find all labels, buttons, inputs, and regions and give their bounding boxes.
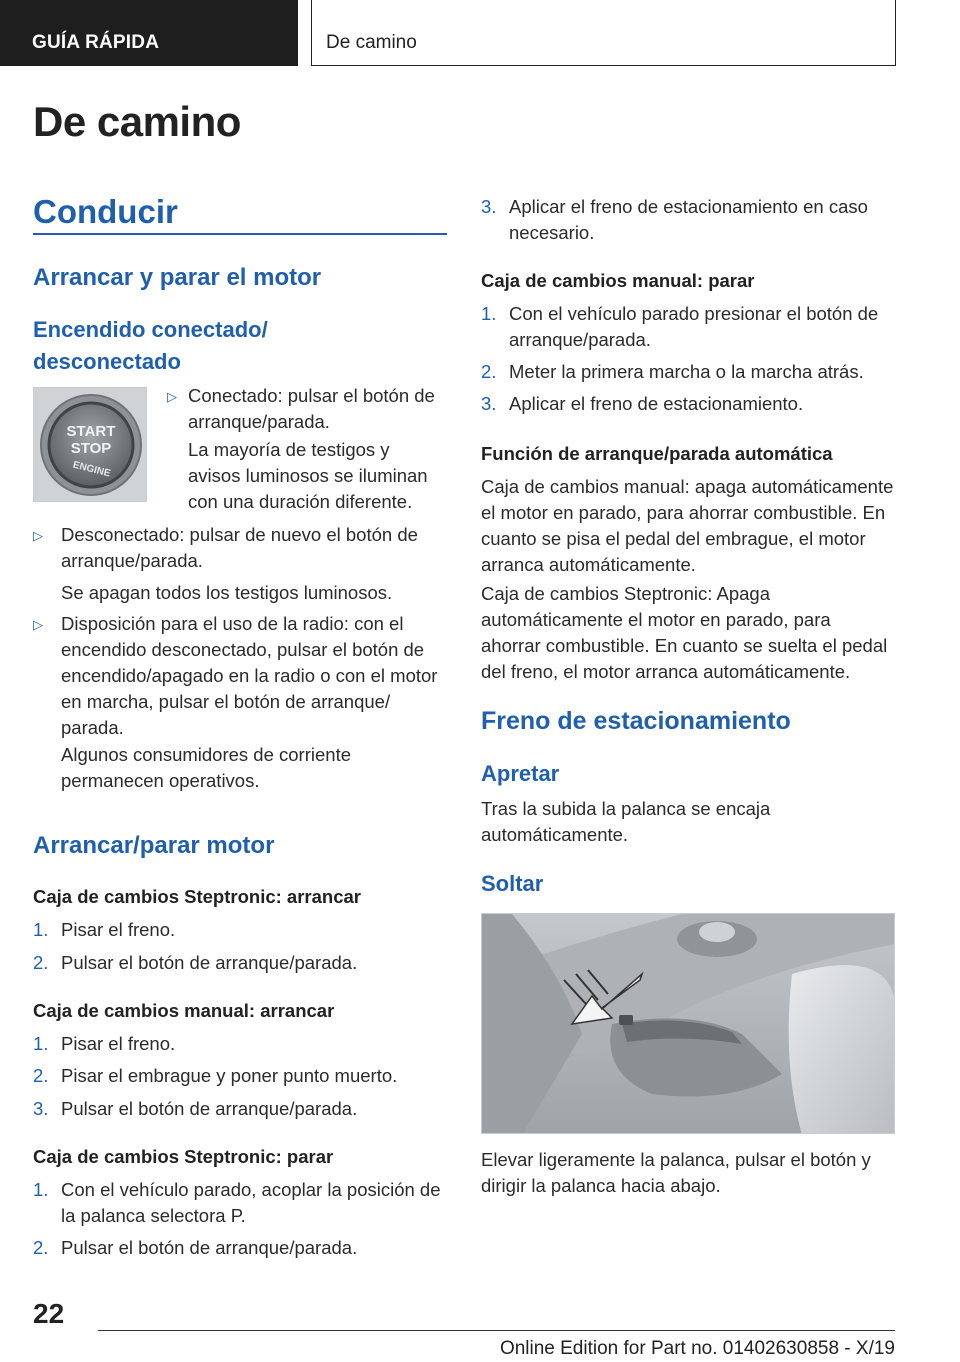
parking-brake-image <box>481 913 895 1134</box>
steptronic-parar-title: Caja de cambios Steptronic: parar <box>33 1146 334 1167</box>
apretar-text: Tras la subida la palanca se encaja automáticamente. <box>481 798 771 845</box>
heading-arrancar-parar-motor: Arrancar y parar el motor <box>33 264 322 291</box>
triangle-bullet-icon: ▷ <box>33 617 43 632</box>
bullet-desconectado-sub: Se apagan todos los testigos luminosos. <box>61 582 393 603</box>
heading-encendido: Encendido conectado/ desconectado <box>33 317 268 374</box>
header-tab[interactable]: GUÍA RÁPIDA <box>0 0 298 66</box>
engine-label: ENGINE <box>71 459 112 480</box>
triangle-bullet-icon: ▷ <box>33 528 43 543</box>
manual-arrancar-title: Caja de cambios manual: arrancar <box>33 1000 335 1021</box>
triangle-bullet-icon: ▷ <box>167 389 177 404</box>
auto-start-stop-manual: Caja de cambios manual: apaga automáticamente el motor en parado, para ahorrar combustible. En cuanto se pisa el pedal del embrague, el motor arranca automáticamente. <box>481 476 894 575</box>
page-title: De camino <box>33 98 241 145</box>
heading-apretar: Apretar <box>481 761 560 786</box>
page-header <box>0 0 960 66</box>
bullet-radio-sub: Algunos consumidores de corriente permanecen operativos. <box>61 744 351 791</box>
heading-conducir: Conducir <box>33 193 178 230</box>
manual-parar-title: Caja de cambios manual: parar <box>481 270 755 291</box>
footer-divider <box>98 1330 895 1331</box>
online-edition-text: Online Edition for Part no. 01402630858 - X/19 <box>499 1338 895 1359</box>
stop-label: STOP <box>70 440 112 457</box>
parking-brake-illustration <box>482 914 895 1134</box>
start-stop-icon <box>34 388 147 502</box>
steptronic-arrancar-title: Caja de cambios Steptronic: arrancar <box>33 886 361 907</box>
heading-arrancar-parar: Arrancar/parar motor <box>33 832 275 859</box>
auto-start-stop-steptronic: Caja de cambios Steptronic: Apaga automáticamente el motor en parado, para ahorrar combustible. En cuanto se suelta el pedal del freno, el motor arranca automáticamente. <box>481 583 888 682</box>
heading-soltar: Soltar <box>481 871 544 896</box>
auto-start-stop-title: Función de arranque/parada automática <box>481 443 833 464</box>
page-number: 22 <box>33 1298 65 1329</box>
header-section: De camino <box>311 0 896 66</box>
bullet-conectado-sub: La mayoría de testigos y avisos luminosos se iluminan con una duración diferente. <box>188 439 428 512</box>
start-stop-button-image <box>33 387 147 502</box>
start-label: START <box>66 423 116 440</box>
soltar-text: Elevar ligeramente la palanca, pulsar el botón y dirigir la palanca hacia abajo. <box>481 1149 871 1196</box>
heading-rule <box>33 233 447 235</box>
heading-freno: Freno de estacionamiento <box>481 707 791 735</box>
